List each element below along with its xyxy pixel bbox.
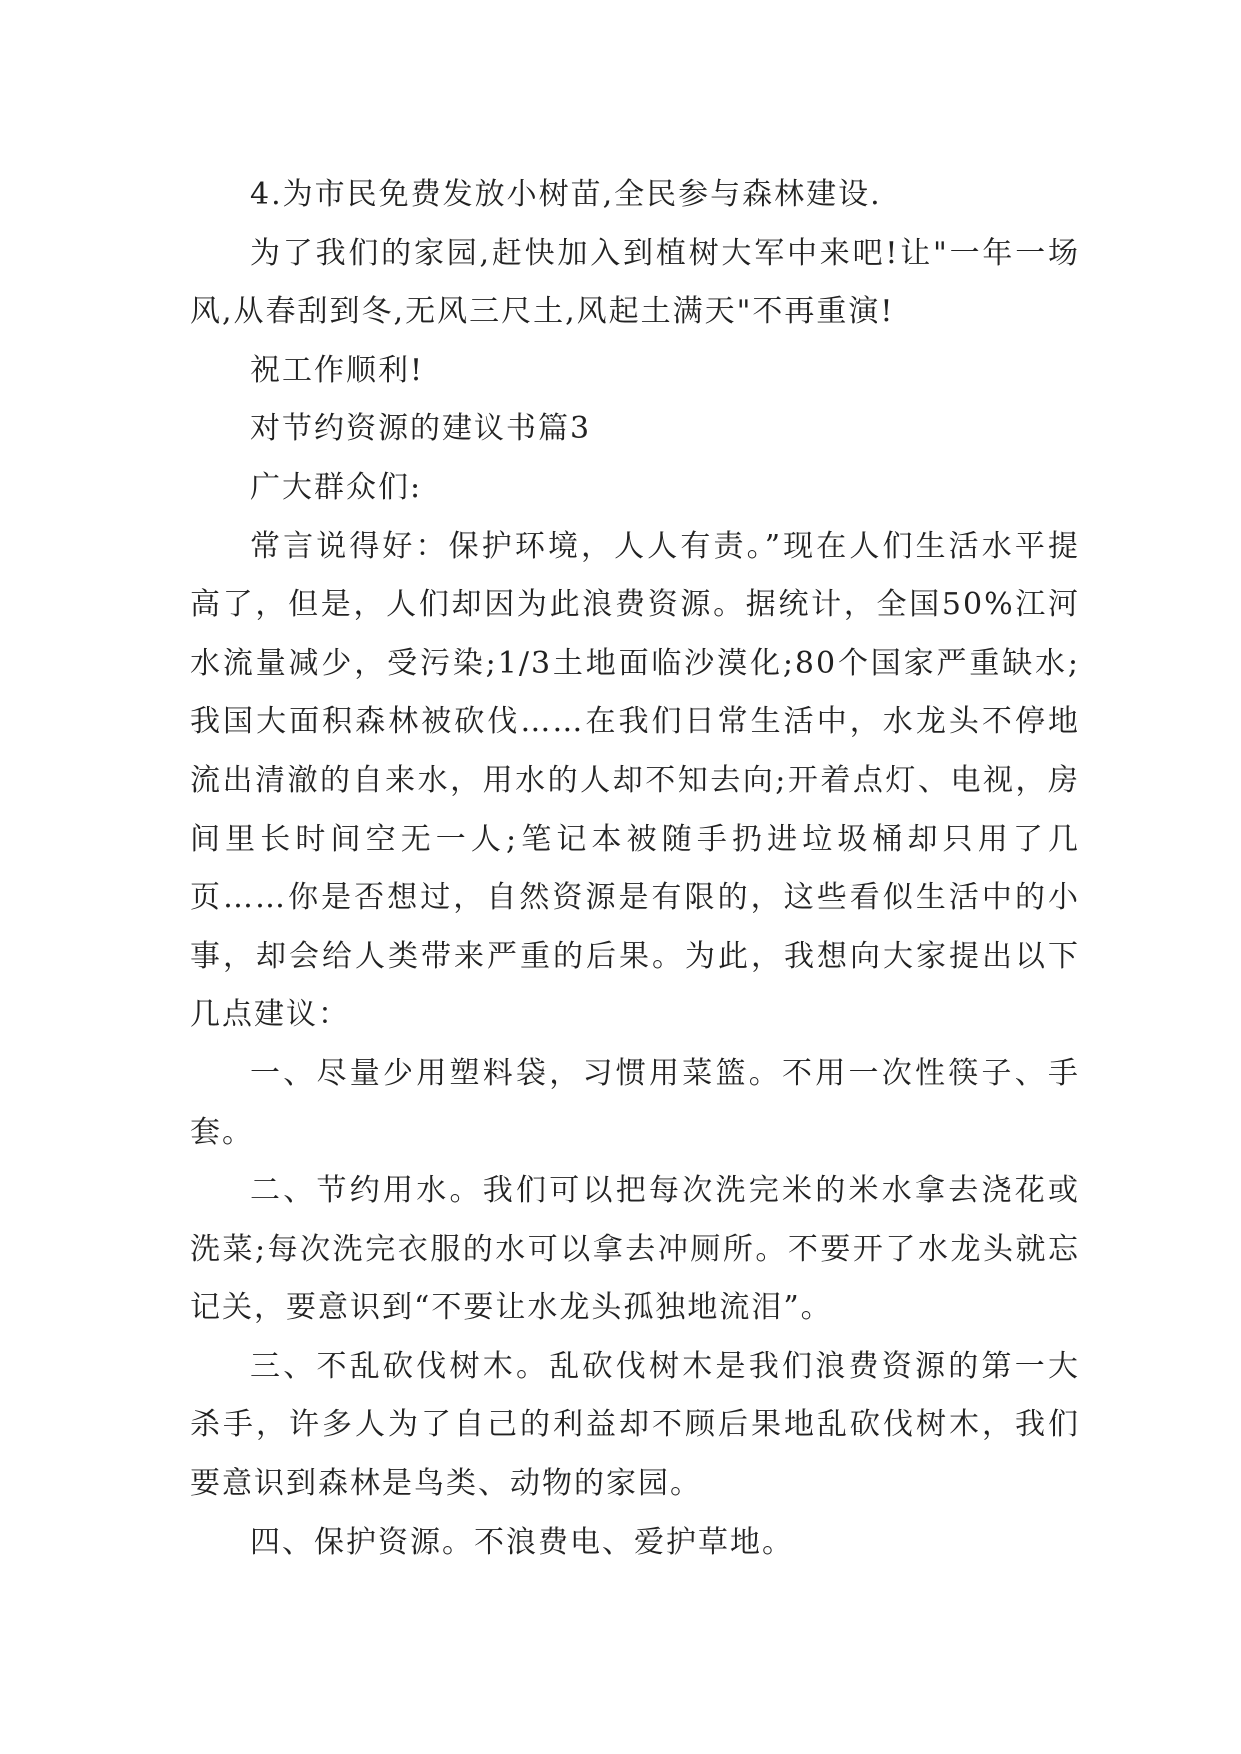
suggestion-2: 二、节约用水。我们可以把每次洗完米的米水拿去浇花或洗菜;每次洗完衣服的水可以拿去冲厕所。不要开了水龙头就忘记关，要意识到“不要让水龙头孤独地流泪”。 <box>190 1173 1080 1326</box>
suggestion-3: 三、不乱砍伐树木。乱砍伐树木是我们浪费资源的第一大杀手，许多人为了自己的利益却不顾后果地乱砍伐树木，我们要意识到森林是鸟类、动物的家园。 <box>190 1348 1080 1502</box>
suggestion-4: 四、保护资源。不浪费电、爱护草地。 <box>250 1524 794 1560</box>
suggestion-1: 一、尽量少用塑料袋，习惯用菜篮。不用一次性筷子、手套。 <box>190 1055 1080 1150</box>
paragraph-intro: 常言说得好：保护环境，人人有责。”现在人们生活水平提高了，但是，人们却因为此浪费资源。据统计，全国50%江河水流量减少，受污染;1/3土地面临沙漠化;80个国家严重缺水;我国大面积森林被砍伐……在我们日常生活中，水龙头不停地流出清澈的自来水，用水的人却不知去向;开着点灯、电视，房间里长时间空无一人;笔记本被随手扔进垃圾桶却只用了几页……你是否想过，自然资源是有限的，这些看似生活中的小事，却会给人类带来严重的后果。为此，我想向大家提出以下几点建议： <box>190 528 1080 1033</box>
paragraph-seedlings: 4.为市民免费发放小树苗,全民参与森林建设. <box>250 177 882 212</box>
salutation: 广大群众们: <box>250 469 423 505</box>
document-body <box>190 166 1080 1572</box>
paragraph-closing-wish: 祝工作顺利! <box>250 352 425 388</box>
section-title: 对节约资源的建议书篇3 <box>250 411 592 447</box>
paragraph-call-to-action: 为了我们的家园,赶快加入到植树大军中来吧!让"一年一场风,从春刮到冬,无风三尺土,风起土满天"不再重演! <box>190 235 1080 330</box>
